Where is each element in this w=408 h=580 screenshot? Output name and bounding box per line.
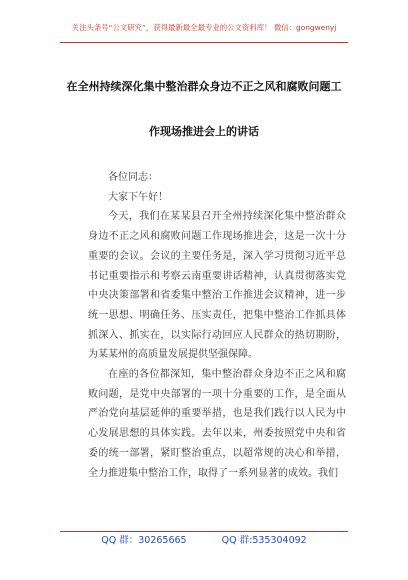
document-title-line-1: 在全州持续深化集中整治群众身边不正之风和腐败问题工 bbox=[66, 80, 342, 93]
footer-divider bbox=[60, 531, 348, 532]
footer-qq-group-2: QQ 群:535304092 bbox=[221, 535, 307, 546]
body-paragraph-1: 今天，我们在某某县召开全州持续深化集中整治群众身边不正之风和腐败问题工作现场推进会，这是一次十分重要的会议。会议的主要任务是，深入学习贯彻习近平总书记重要指示和考察云南重要讲话精神，认真贯彻落实党中央决策部署和省委集中整治工作推进会议精神，进一步统一思想、明确任务、压实责任，把集中整治工作抓具体抓深入、抓实在，以实际行动回应人民群众的热切期盼，为某某州的高质量发展提供坚强保障。 bbox=[88, 211, 346, 361]
document-body bbox=[88, 168, 346, 483]
document-title-line-2: 作现场推进会上的讲话 bbox=[149, 125, 259, 138]
body-paragraph-2: 在座的各位都深知，集中整治群众身边不正之风和腐败问题，是党中央部署的一项十分重要的工作，是全面从严治党向基层延伸的重要举措，也是我们践行以人民为中心发展思想的具体实践。去年以来，州委按照党中央和省委的统一部署，紧盯整治重点，以超常规的决心和举措，全力推进集中整治工作，取得了一系列显著的成效。我们 bbox=[88, 369, 346, 479]
footer-qq-group-1: QQ 群：30265665 bbox=[101, 535, 187, 546]
page-header-promo: 关注头条号“公文研究”，获得最新最全最专业的公文资料库！ 微信：gongwenyj bbox=[71, 23, 337, 32]
page-footer bbox=[40, 533, 368, 549]
greeting: 大家下午好！ bbox=[108, 191, 168, 203]
header-divider bbox=[60, 42, 348, 43]
salutation: 各位同志： bbox=[108, 172, 158, 183]
